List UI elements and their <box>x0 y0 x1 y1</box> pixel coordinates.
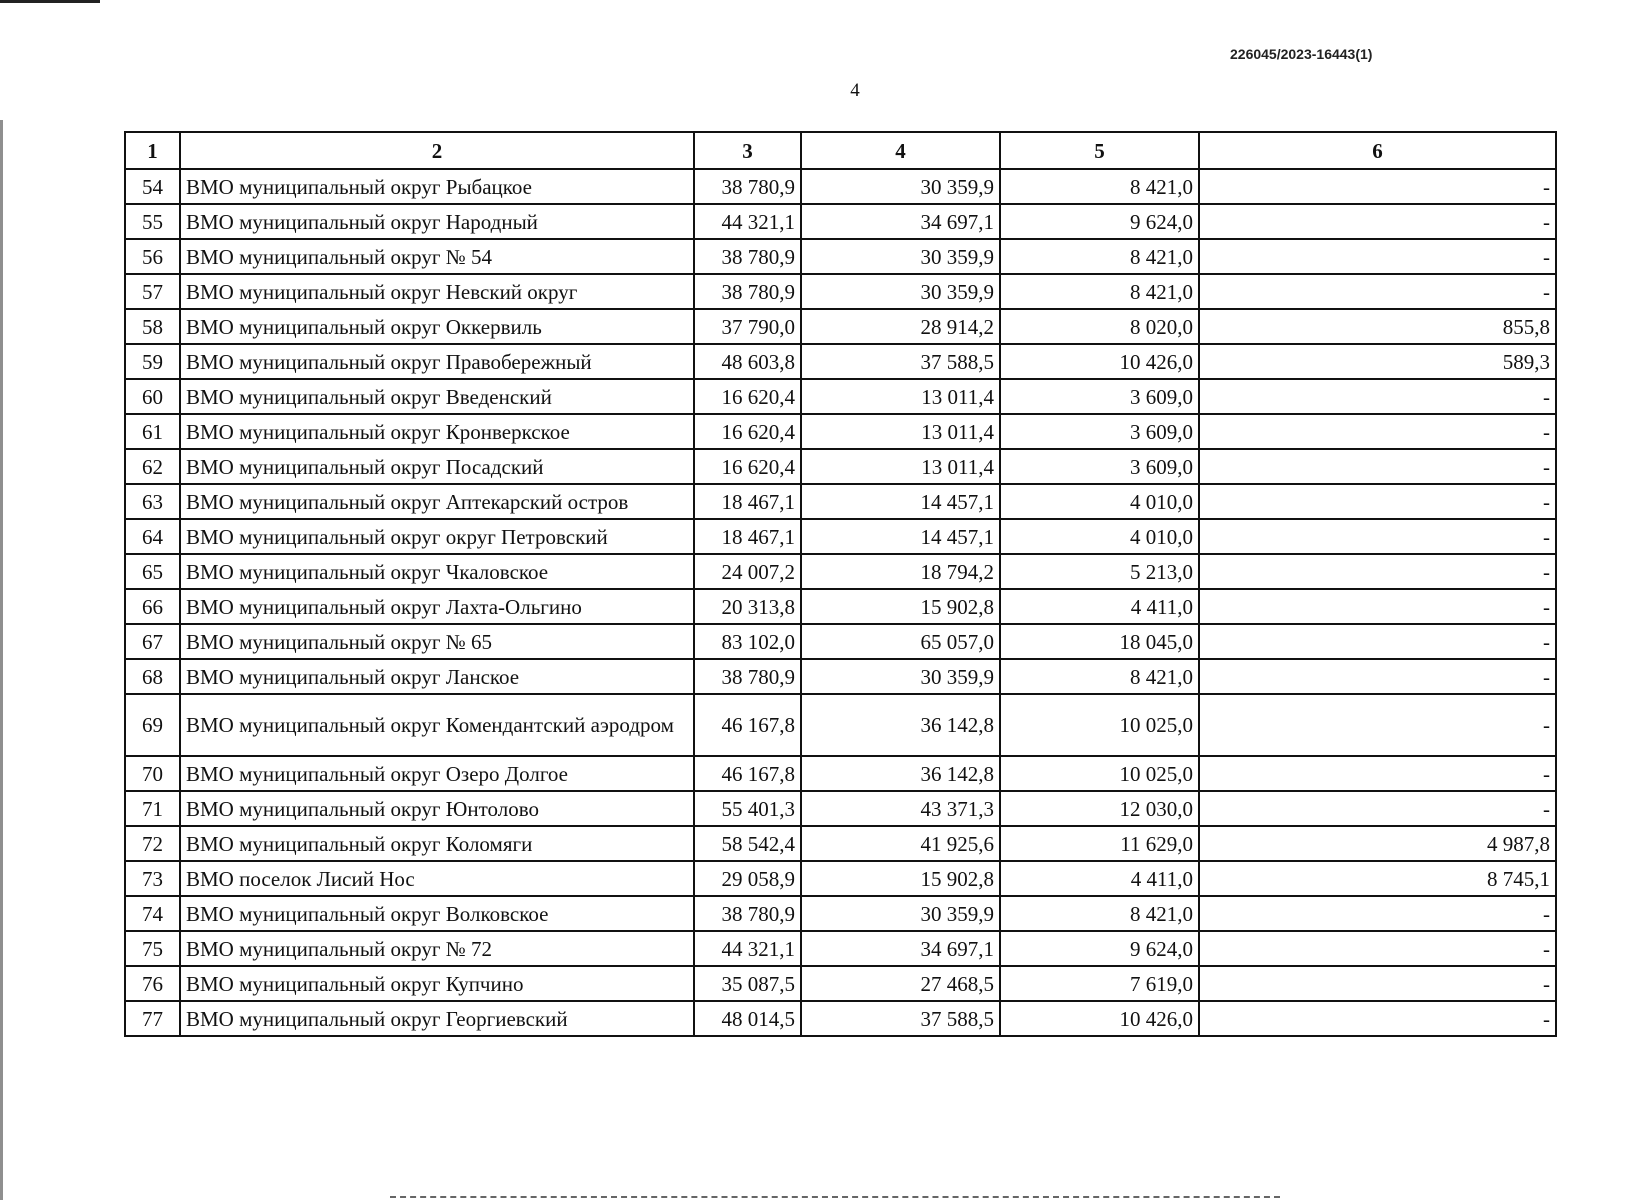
column-3-value-cell: 48 603,8 <box>694 344 801 379</box>
column-header: 3 <box>694 132 801 169</box>
municipality-name-cell: ВМО муниципальный округ Кронверкское <box>180 414 694 449</box>
column-5-value-cell: 4 411,0 <box>1000 589 1199 624</box>
column-5-value-cell: 8 421,0 <box>1000 896 1199 931</box>
column-4-value-cell: 28 914,2 <box>801 309 1000 344</box>
municipality-name-cell: ВМО муниципальный округ Озеро Долгое <box>180 756 694 791</box>
column-4-value-cell: 13 011,4 <box>801 449 1000 484</box>
column-3-value-cell: 55 401,3 <box>694 791 801 826</box>
municipality-name-cell: ВМО муниципальный округ Коломяги <box>180 826 694 861</box>
column-6-value-cell: - <box>1199 554 1556 589</box>
column-4-value-cell: 14 457,1 <box>801 519 1000 554</box>
table-row <box>125 204 1556 239</box>
table-body <box>125 169 1556 1036</box>
row-number-cell: 77 <box>125 1001 180 1036</box>
row-number-cell: 56 <box>125 239 180 274</box>
column-3-value-cell: 44 321,1 <box>694 204 801 239</box>
table-row <box>125 931 1556 966</box>
row-number-cell: 54 <box>125 169 180 204</box>
column-5-value-cell: 3 609,0 <box>1000 449 1199 484</box>
column-6-value-cell: - <box>1199 966 1556 1001</box>
row-number-cell: 74 <box>125 896 180 931</box>
row-number-cell: 70 <box>125 756 180 791</box>
column-5-value-cell: 5 213,0 <box>1000 554 1199 589</box>
column-5-value-cell: 3 609,0 <box>1000 414 1199 449</box>
column-6-value-cell: 8 745,1 <box>1199 861 1556 896</box>
column-3-value-cell: 38 780,9 <box>694 239 801 274</box>
column-4-value-cell: 41 925,6 <box>801 826 1000 861</box>
column-4-value-cell: 37 588,5 <box>801 1001 1000 1036</box>
column-6-value-cell: - <box>1199 169 1556 204</box>
column-5-value-cell: 3 609,0 <box>1000 379 1199 414</box>
column-6-value-cell: 855,8 <box>1199 309 1556 344</box>
scan-edge-mark <box>0 0 100 3</box>
column-5-value-cell: 8 421,0 <box>1000 659 1199 694</box>
row-number-cell: 67 <box>125 624 180 659</box>
column-4-value-cell: 30 359,9 <box>801 896 1000 931</box>
row-number-cell: 71 <box>125 791 180 826</box>
table-row <box>125 826 1556 861</box>
column-3-value-cell: 18 467,1 <box>694 519 801 554</box>
column-4-value-cell: 65 057,0 <box>801 624 1000 659</box>
column-header: 4 <box>801 132 1000 169</box>
column-5-value-cell: 8 421,0 <box>1000 274 1199 309</box>
column-6-value-cell: - <box>1199 204 1556 239</box>
municipality-name-cell: ВМО муниципальный округ Рыбацкое <box>180 169 694 204</box>
row-number-cell: 65 <box>125 554 180 589</box>
column-6-value-cell: - <box>1199 624 1556 659</box>
column-3-value-cell: 58 542,4 <box>694 826 801 861</box>
column-4-value-cell: 30 359,9 <box>801 659 1000 694</box>
table-row <box>125 966 1556 1001</box>
row-number-cell: 64 <box>125 519 180 554</box>
column-6-value-cell: - <box>1199 484 1556 519</box>
column-4-value-cell: 13 011,4 <box>801 379 1000 414</box>
column-3-value-cell: 29 058,9 <box>694 861 801 896</box>
column-6-value-cell: - <box>1199 896 1556 931</box>
column-6-value-cell: - <box>1199 274 1556 309</box>
row-number-cell: 76 <box>125 966 180 1001</box>
column-6-value-cell: - <box>1199 449 1556 484</box>
column-4-value-cell: 15 902,8 <box>801 589 1000 624</box>
page-number: 4 <box>850 80 860 101</box>
table-row <box>125 169 1556 204</box>
row-number-cell: 60 <box>125 379 180 414</box>
municipality-name-cell: ВМО муниципальный округ Посадский <box>180 449 694 484</box>
table-row <box>125 554 1556 589</box>
row-number-cell: 72 <box>125 826 180 861</box>
bottom-divider <box>390 1196 1280 1201</box>
budget-table <box>124 131 1557 1037</box>
column-4-value-cell: 37 588,5 <box>801 344 1000 379</box>
column-3-value-cell: 16 620,4 <box>694 414 801 449</box>
row-number-cell: 55 <box>125 204 180 239</box>
column-3-value-cell: 46 167,8 <box>694 694 801 756</box>
row-number-cell: 61 <box>125 414 180 449</box>
table-row <box>125 519 1556 554</box>
column-4-value-cell: 34 697,1 <box>801 204 1000 239</box>
municipality-name-cell: ВМО муниципальный округ Лахта-Ольгино <box>180 589 694 624</box>
municipality-name-cell: ВМО муниципальный округ Невский округ <box>180 274 694 309</box>
column-5-value-cell: 4 010,0 <box>1000 484 1199 519</box>
table-row <box>125 274 1556 309</box>
column-3-value-cell: 37 790,0 <box>694 309 801 344</box>
row-number-cell: 68 <box>125 659 180 694</box>
row-number-cell: 59 <box>125 344 180 379</box>
row-number-cell: 66 <box>125 589 180 624</box>
table-row <box>125 414 1556 449</box>
column-3-value-cell: 48 014,5 <box>694 1001 801 1036</box>
row-number-cell: 69 <box>125 694 180 756</box>
row-number-cell: 73 <box>125 861 180 896</box>
column-3-value-cell: 16 620,4 <box>694 449 801 484</box>
column-6-value-cell: - <box>1199 519 1556 554</box>
column-3-value-cell: 38 780,9 <box>694 896 801 931</box>
column-header: 2 <box>180 132 694 169</box>
column-3-value-cell: 46 167,8 <box>694 756 801 791</box>
table-header-row <box>125 132 1556 169</box>
municipality-name-cell: ВМО муниципальный округ Ланское <box>180 659 694 694</box>
row-number-cell: 62 <box>125 449 180 484</box>
column-4-value-cell: 14 457,1 <box>801 484 1000 519</box>
column-4-value-cell: 30 359,9 <box>801 239 1000 274</box>
column-4-value-cell: 36 142,8 <box>801 756 1000 791</box>
table-row <box>125 896 1556 931</box>
column-5-value-cell: 9 624,0 <box>1000 204 1199 239</box>
municipality-name-cell: ВМО муниципальный округ Правобережный <box>180 344 694 379</box>
column-6-value-cell: - <box>1199 694 1556 756</box>
table-row <box>125 694 1556 756</box>
table-row <box>125 624 1556 659</box>
table-row <box>125 449 1556 484</box>
column-3-value-cell: 38 780,9 <box>694 274 801 309</box>
table-row <box>125 1001 1556 1036</box>
column-5-value-cell: 8 020,0 <box>1000 309 1199 344</box>
column-header: 5 <box>1000 132 1199 169</box>
column-6-value-cell: 589,3 <box>1199 344 1556 379</box>
column-3-value-cell: 44 321,1 <box>694 931 801 966</box>
table-row <box>125 379 1556 414</box>
municipality-name-cell: ВМО муниципальный округ Народный <box>180 204 694 239</box>
column-4-value-cell: 30 359,9 <box>801 169 1000 204</box>
table-row <box>125 756 1556 791</box>
municipality-name-cell: ВМО муниципальный округ округ Петровский <box>180 519 694 554</box>
column-6-value-cell: - <box>1199 1001 1556 1036</box>
column-5-value-cell: 10 025,0 <box>1000 694 1199 756</box>
column-3-value-cell: 38 780,9 <box>694 169 801 204</box>
column-5-value-cell: 4 010,0 <box>1000 519 1199 554</box>
column-6-value-cell: - <box>1199 931 1556 966</box>
table-row <box>125 309 1556 344</box>
table-row <box>125 659 1556 694</box>
column-5-value-cell: 18 045,0 <box>1000 624 1199 659</box>
row-number-cell: 57 <box>125 274 180 309</box>
column-5-value-cell: 8 421,0 <box>1000 169 1199 204</box>
municipality-name-cell: ВМО муниципальный округ № 72 <box>180 931 694 966</box>
column-5-value-cell: 10 025,0 <box>1000 756 1199 791</box>
column-4-value-cell: 34 697,1 <box>801 931 1000 966</box>
column-header: 1 <box>125 132 180 169</box>
column-5-value-cell: 10 426,0 <box>1000 1001 1199 1036</box>
column-3-value-cell: 20 313,8 <box>694 589 801 624</box>
column-3-value-cell: 35 087,5 <box>694 966 801 1001</box>
table-row <box>125 861 1556 896</box>
registration-number: 226045/2023-16443(1) <box>1230 46 1373 62</box>
municipality-name-cell: ВМО муниципальный округ Оккервиль <box>180 309 694 344</box>
column-3-value-cell: 16 620,4 <box>694 379 801 414</box>
municipality-name-cell: ВМО муниципальный округ Введенский <box>180 379 694 414</box>
municipality-name-cell: ВМО поселок Лисий Нос <box>180 861 694 896</box>
row-number-cell: 75 <box>125 931 180 966</box>
column-6-value-cell: 4 987,8 <box>1199 826 1556 861</box>
column-4-value-cell: 15 902,8 <box>801 861 1000 896</box>
table-row <box>125 589 1556 624</box>
column-6-value-cell: - <box>1199 589 1556 624</box>
row-number-cell: 58 <box>125 309 180 344</box>
column-4-value-cell: 30 359,9 <box>801 274 1000 309</box>
column-3-value-cell: 83 102,0 <box>694 624 801 659</box>
table-row <box>125 791 1556 826</box>
row-number-cell: 63 <box>125 484 180 519</box>
municipality-name-cell: ВМО муниципальный округ Комендантский аэродром <box>180 694 694 756</box>
municipality-name-cell: ВМО муниципальный округ Чкаловское <box>180 554 694 589</box>
column-5-value-cell: 9 624,0 <box>1000 931 1199 966</box>
municipality-name-cell: ВМО муниципальный округ Юнтолово <box>180 791 694 826</box>
column-4-value-cell: 18 794,2 <box>801 554 1000 589</box>
column-3-value-cell: 18 467,1 <box>694 484 801 519</box>
municipality-name-cell: ВМО муниципальный округ Георгиевский <box>180 1001 694 1036</box>
municipality-name-cell: ВМО муниципальный округ Аптекарский остров <box>180 484 694 519</box>
column-5-value-cell: 12 030,0 <box>1000 791 1199 826</box>
column-4-value-cell: 36 142,8 <box>801 694 1000 756</box>
column-5-value-cell: 7 619,0 <box>1000 966 1199 1001</box>
table-row <box>125 344 1556 379</box>
column-4-value-cell: 27 468,5 <box>801 966 1000 1001</box>
column-5-value-cell: 11 629,0 <box>1000 826 1199 861</box>
column-6-value-cell: - <box>1199 379 1556 414</box>
column-6-value-cell: - <box>1199 791 1556 826</box>
municipality-name-cell: ВМО муниципальный округ № 54 <box>180 239 694 274</box>
column-5-value-cell: 8 421,0 <box>1000 239 1199 274</box>
column-6-value-cell: - <box>1199 414 1556 449</box>
column-4-value-cell: 13 011,4 <box>801 414 1000 449</box>
column-6-value-cell: - <box>1199 239 1556 274</box>
table-row <box>125 484 1556 519</box>
table-row <box>125 239 1556 274</box>
column-3-value-cell: 38 780,9 <box>694 659 801 694</box>
column-6-value-cell: - <box>1199 756 1556 791</box>
municipality-name-cell: ВМО муниципальный округ Волковское <box>180 896 694 931</box>
scan-edge-shadow <box>0 120 3 1200</box>
column-6-value-cell: - <box>1199 659 1556 694</box>
column-3-value-cell: 24 007,2 <box>694 554 801 589</box>
column-header: 6 <box>1199 132 1556 169</box>
column-5-value-cell: 10 426,0 <box>1000 344 1199 379</box>
column-5-value-cell: 4 411,0 <box>1000 861 1199 896</box>
municipality-name-cell: ВМО муниципальный округ Купчино <box>180 966 694 1001</box>
column-4-value-cell: 43 371,3 <box>801 791 1000 826</box>
municipality-name-cell: ВМО муниципальный округ № 65 <box>180 624 694 659</box>
